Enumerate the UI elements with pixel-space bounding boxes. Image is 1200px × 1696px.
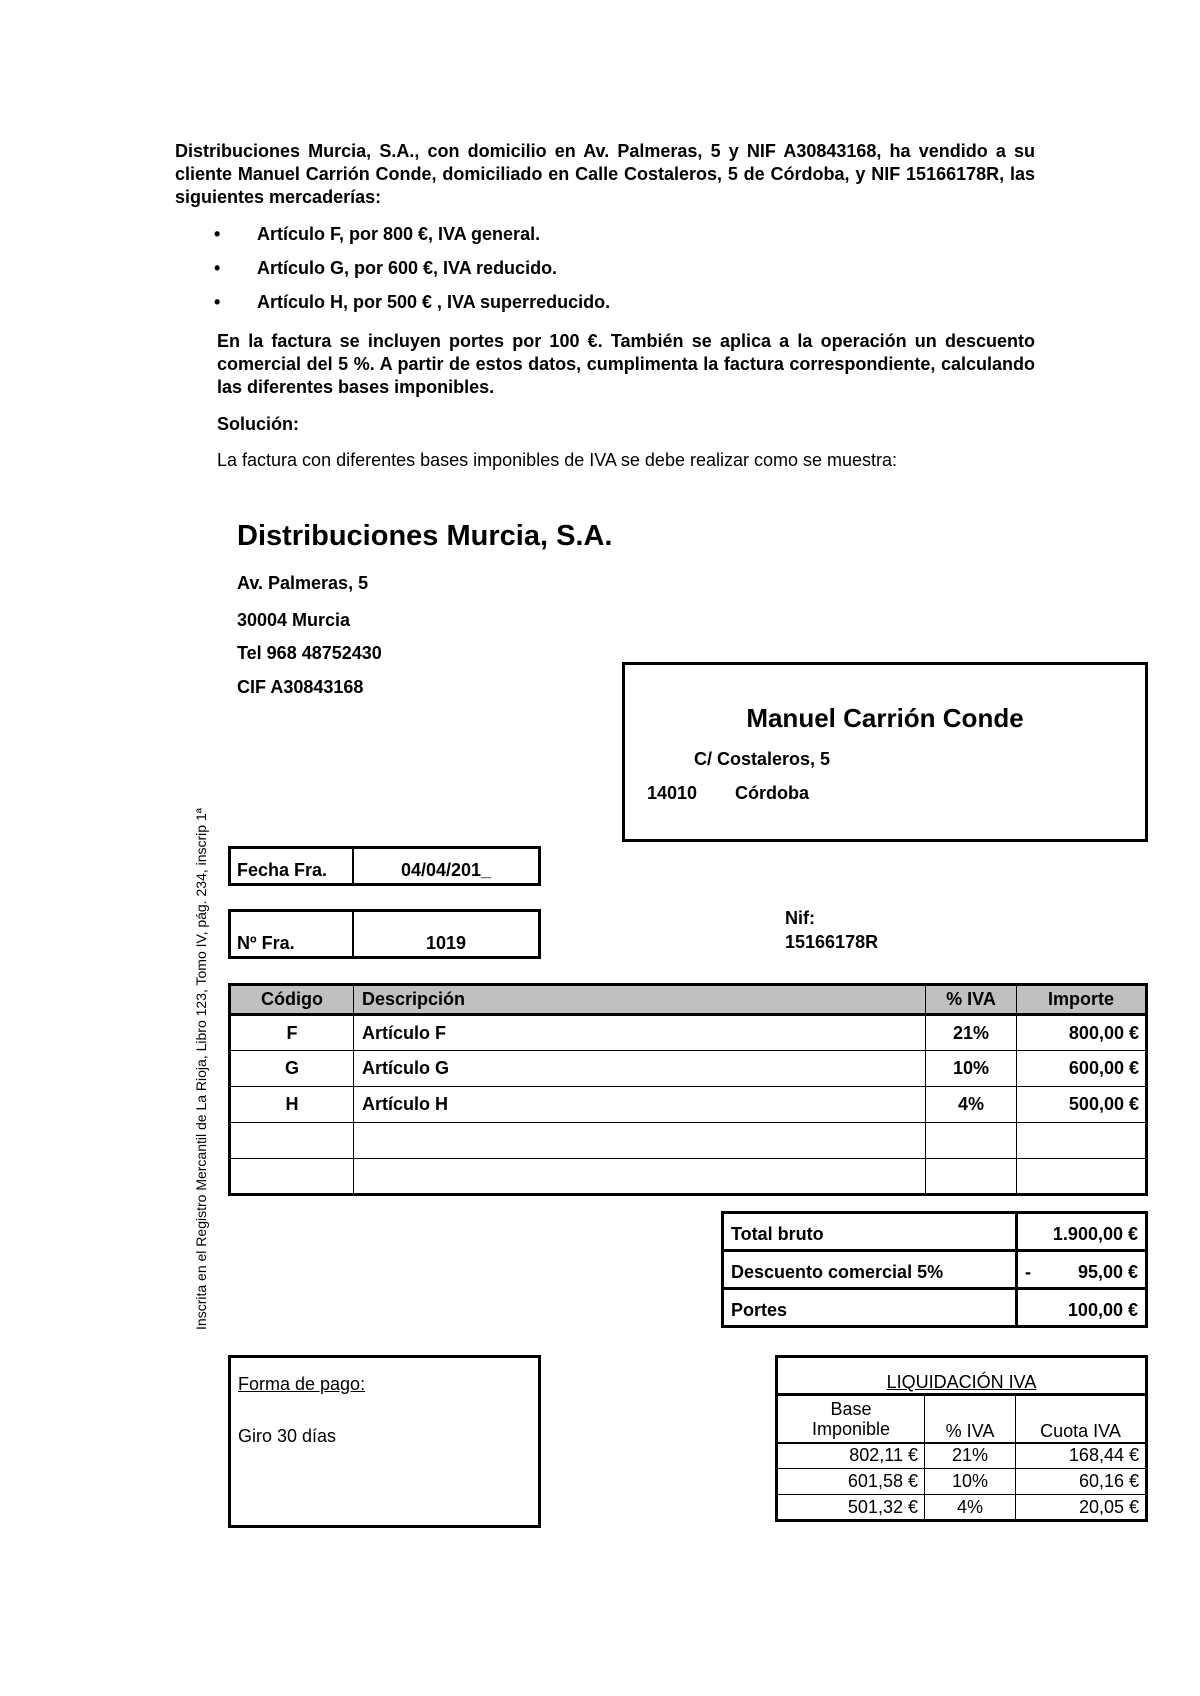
table-row <box>777 1469 1147 1495</box>
client-street: C/ Costaleros, 5 <box>694 749 831 769</box>
invoice-number-label: Nº Fra. <box>231 912 354 956</box>
invoice-date-label: Fecha Fra. <box>231 849 354 883</box>
invoice-number-box <box>228 909 541 959</box>
bullet-icon: • <box>214 224 221 244</box>
client-city: Córdoba <box>735 783 809 803</box>
shipping-row <box>723 1289 1147 1327</box>
table-row <box>230 1123 1147 1159</box>
header-vat-amount: Cuota IVA <box>1016 1395 1147 1443</box>
list-item <box>215 290 1045 324</box>
invoice-number-value: 1019 <box>425 933 467 953</box>
cell-vat <box>926 1123 1017 1159</box>
table-header-row <box>230 985 1147 1015</box>
issuer-address: Av. Palmeras, 5 <box>237 573 369 593</box>
cell-description: Artículo G <box>354 1051 926 1087</box>
cell-amount: 800,00 € <box>1017 1015 1147 1051</box>
client-name: Manuel Carrión Conde <box>746 703 1024 733</box>
cell-amount: 600,00 € <box>1017 1051 1147 1087</box>
total-gross-row <box>723 1213 1147 1251</box>
cell-vat <box>926 1159 1017 1195</box>
client-nif-value: 15166178R <box>785 932 879 952</box>
solution-note: La factura con diferentes bases imponibles de IVA se debe realizar como se muestra: <box>217 450 898 470</box>
cell-code: H <box>230 1087 354 1123</box>
total-gross-value: 1.900,00 € <box>1017 1213 1147 1251</box>
bullet-icon: • <box>214 258 221 278</box>
issuer-name: Distribuciones Murcia, S.A. <box>237 520 613 552</box>
cell-vat-rate: 21% <box>925 1443 1016 1469</box>
cell-vat-rate: 10% <box>925 1469 1016 1495</box>
cell-vat: 4% <box>926 1087 1017 1123</box>
table-row <box>777 1495 1147 1521</box>
issuer-city: 30004 Murcia <box>237 610 351 630</box>
issuer-phone: Tel 968 48752430 <box>237 643 382 663</box>
list-item-text: Artículo F, por 800 €, IVA general. <box>257 224 541 244</box>
list-item <box>215 256 1045 290</box>
bullet-icon: • <box>214 292 221 312</box>
table-row <box>230 1159 1147 1195</box>
discount-cell <box>1017 1251 1147 1289</box>
cell-code <box>230 1123 354 1159</box>
discount-sign: - <box>1025 1262 1031 1282</box>
header-code: Código <box>230 985 354 1015</box>
items-table <box>228 983 1148 1196</box>
cell-amount <box>1017 1159 1147 1195</box>
cell-base: 501,32 € <box>777 1495 925 1521</box>
cell-code: G <box>230 1051 354 1087</box>
header-amount: Importe <box>1017 985 1147 1015</box>
cell-amount <box>1017 1123 1147 1159</box>
cell-description: Artículo F <box>354 1015 926 1051</box>
table-row <box>230 1087 1147 1123</box>
cell-code: F <box>230 1015 354 1051</box>
table-row <box>777 1443 1147 1469</box>
discount-row <box>723 1251 1147 1289</box>
invoice-date-value: 04/04/201_ <box>400 860 492 880</box>
cell-vat-amount: 168,44 € <box>1016 1443 1147 1469</box>
liquidation-header-row <box>777 1395 1147 1443</box>
payment-value: Giro 30 días <box>238 1426 337 1446</box>
discount-label: Descuento comercial 5% <box>723 1251 1017 1289</box>
list-item-text: Artículo H, por 500 € , IVA superreducido. <box>257 292 611 312</box>
instructions-paragraph: En la factura se incluyen portes por 100 €. También se aplica a la operación un descuento comercial del 5 %. A partir de estos datos, cumplimenta la factura correspondiente, calculando las diferentes bases imponibles. <box>217 331 1035 397</box>
cell-description <box>354 1159 926 1195</box>
client-zip: 14010 <box>647 783 698 803</box>
client-nif-label: Nif: <box>785 908 815 928</box>
vat-liquidation-table <box>775 1355 1148 1522</box>
totals-table <box>721 1211 1148 1328</box>
cell-description <box>354 1123 926 1159</box>
header-description: Descripción <box>354 985 926 1015</box>
cell-vat: 10% <box>926 1051 1017 1087</box>
cell-description: Artículo H <box>354 1087 926 1123</box>
cell-amount: 500,00 € <box>1017 1087 1147 1123</box>
list-item-text: Artículo G, por 600 €, IVA reducido. <box>257 258 558 278</box>
shipping-value: 100,00 € <box>1017 1289 1147 1327</box>
header-base-line1: Base <box>830 1398 872 1419</box>
cell-code <box>230 1159 354 1195</box>
cell-vat-amount: 60,16 € <box>1016 1469 1147 1495</box>
cell-vat-rate: 4% <box>925 1495 1016 1521</box>
cell-base: 601,58 € <box>777 1469 925 1495</box>
liquidation-title: LIQUIDACIÓN IVA <box>777 1357 1147 1395</box>
registry-note: Inscrita en el Registro Mercantil de La Rioja, Libro 123, Tomo IV, pág. 234, inscrip 1ª <box>193 808 209 1330</box>
total-gross-label: Total bruto <box>723 1213 1017 1251</box>
list-item <box>215 222 1045 256</box>
liquidation-title-row <box>777 1357 1147 1395</box>
cell-vat: 21% <box>926 1015 1017 1051</box>
cell-vat-amount: 20,05 € <box>1016 1495 1147 1521</box>
invoice-date-box <box>228 846 541 886</box>
payment-box <box>228 1355 541 1528</box>
header-vat: % IVA <box>926 985 1017 1015</box>
shipping-label: Portes <box>723 1289 1017 1327</box>
merchandise-list <box>215 222 1045 324</box>
header-taxable-base <box>777 1395 925 1443</box>
table-row <box>230 1051 1147 1087</box>
header-base-line2: Imponible <box>811 1418 891 1439</box>
solution-label: Solución: <box>217 414 299 434</box>
intro-paragraph: Distribuciones Murcia, S.A., con domicilio en Av. Palmeras, 5 y NIF A30843168, ha vendido a su cliente Manuel Carrión Conde, domiciliado en Calle Costaleros, 5 de Córdoba, y NIF 15166178R, las siguientes mercaderías: <box>175 141 1035 207</box>
issuer-cif: CIF A30843168 <box>237 677 364 697</box>
header-vat-rate: % IVA <box>925 1395 1016 1443</box>
cell-base: 802,11 € <box>777 1443 925 1469</box>
payment-label: Forma de pago: <box>238 1374 366 1394</box>
table-row <box>230 1015 1147 1051</box>
discount-value: 95,00 € <box>1077 1262 1138 1282</box>
client-address-box <box>622 662 1148 842</box>
